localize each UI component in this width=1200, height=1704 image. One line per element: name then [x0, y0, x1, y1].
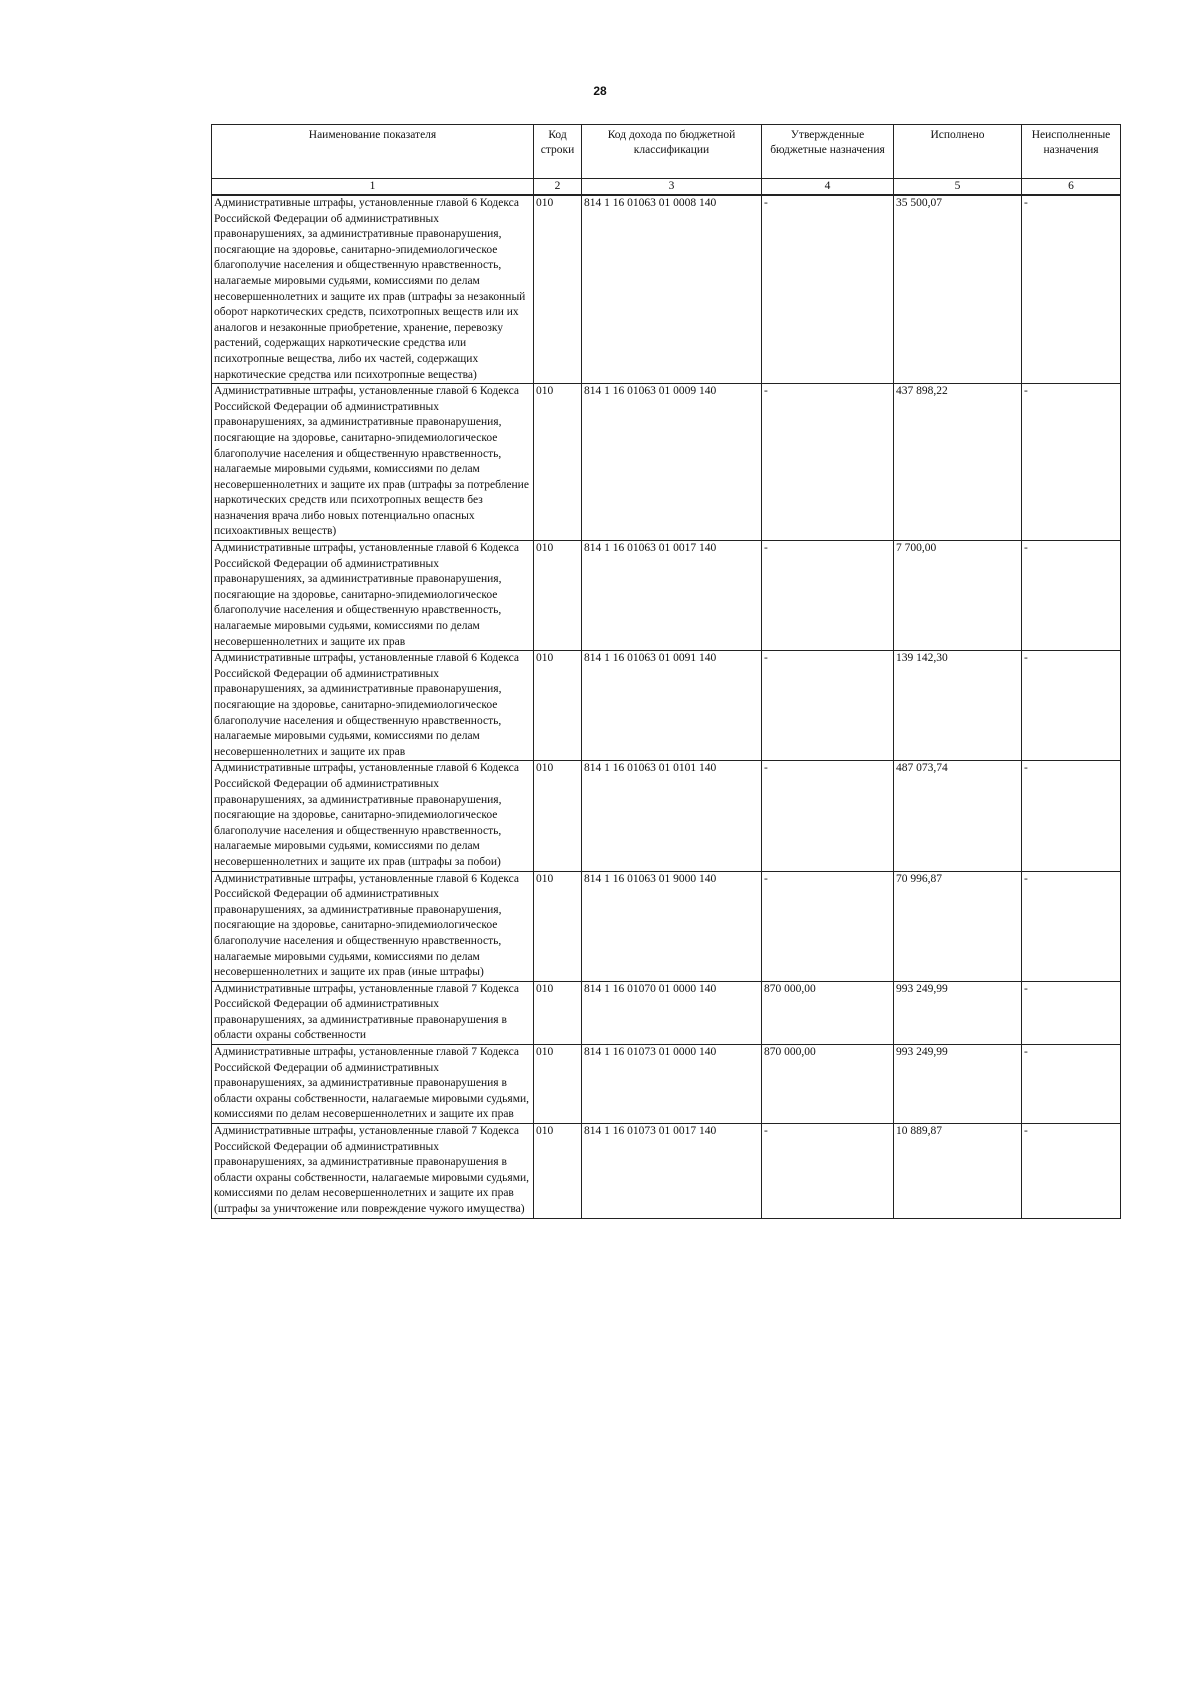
- income-code: 814 1 16 01063 01 9000 140: [582, 871, 762, 981]
- indicator-name: Административные штрафы, установленные главой 6 Кодекса Российской Федерации об административных правонарушениях, за административные правонарушения, посягающие на здоровье, санитарно-эпидемиологическое благополучие населения и общественную нравственность, налагаемые мировыми судьями, комиссиями по делам несовершеннолетних и защите их прав: [212, 541, 534, 651]
- approved-amount: -: [762, 541, 894, 651]
- table-row: [212, 541, 1121, 651]
- approved-amount: -: [762, 384, 894, 541]
- executed-amount: 7 700,00: [894, 541, 1022, 651]
- header-executed: Исполнено: [894, 125, 1022, 179]
- income-code: 814 1 16 01070 01 0000 140: [582, 981, 762, 1044]
- column-number: 5: [894, 179, 1022, 196]
- income-code: 814 1 16 01073 01 0017 140: [582, 1124, 762, 1219]
- income-code: 814 1 16 01063 01 0017 140: [582, 541, 762, 651]
- unexecuted-amount: -: [1022, 195, 1121, 384]
- executed-amount: 70 996,87: [894, 871, 1022, 981]
- executed-amount: 437 898,22: [894, 384, 1022, 541]
- approved-amount: 870 000,00: [762, 981, 894, 1044]
- unexecuted-amount: -: [1022, 761, 1121, 871]
- column-number: 1: [212, 179, 534, 196]
- unexecuted-amount: -: [1022, 981, 1121, 1044]
- approved-amount: -: [762, 1124, 894, 1219]
- column-number: 6: [1022, 179, 1121, 196]
- header-line-code: Код строки: [534, 125, 582, 179]
- indicator-name: Административные штрафы, установленные главой 6 Кодекса Российской Федерации об административных правонарушениях, за административные правонарушения, посягающие на здоровье, санитарно-эпидемиологическое благополучие населения и общественную нравственность, налагаемые мировыми судьями, комиссиями по делам несовершеннолетних и защите их прав (иные штрафы): [212, 871, 534, 981]
- income-code: 814 1 16 01063 01 0091 140: [582, 651, 762, 761]
- unexecuted-amount: -: [1022, 384, 1121, 541]
- header-indicator-name: Наименование показателя: [212, 125, 534, 179]
- page-number: 28: [593, 84, 607, 98]
- approved-amount: -: [762, 871, 894, 981]
- income-code: 814 1 16 01073 01 0000 140: [582, 1045, 762, 1124]
- executed-amount: 993 249,99: [894, 981, 1022, 1044]
- line-code: 010: [534, 651, 582, 761]
- header-income-code: Код дохода по бюджетной классификации: [582, 125, 762, 179]
- unexecuted-amount: -: [1022, 541, 1121, 651]
- indicator-name: Административные штрафы, установленные главой 7 Кодекса Российской Федерации об административных правонарушениях, за административные правонарушения в области охраны собственности, налагаемые мировыми судьями, комиссиями по делам несовершеннолетних и защите их прав: [212, 1045, 534, 1124]
- income-code: 814 1 16 01063 01 0101 140: [582, 761, 762, 871]
- header-approved: Утвержденные бюджетные назначения: [762, 125, 894, 179]
- table-row: [212, 651, 1121, 761]
- approved-amount: -: [762, 761, 894, 871]
- indicator-name: Административные штрафы, установленные главой 6 Кодекса Российской Федерации об административных правонарушениях, за административные правонарушения, посягающие на здоровье, санитарно-эпидемиологическое благополучие населения и общественную нравственность, налагаемые мировыми судьями, комиссиями по делам несовершеннолетних и защите их прав: [212, 651, 534, 761]
- unexecuted-amount: -: [1022, 1124, 1121, 1219]
- table-row: [212, 1045, 1121, 1124]
- line-code: 010: [534, 384, 582, 541]
- line-code: 010: [534, 195, 582, 384]
- approved-amount: -: [762, 651, 894, 761]
- line-code: 010: [534, 1045, 582, 1124]
- table-row: [212, 1124, 1121, 1219]
- indicator-name: Административные штрафы, установленные главой 7 Кодекса Российской Федерации об административных правонарушениях, за административные правонарушения в области охраны собственности: [212, 981, 534, 1044]
- indicator-name: Административные штрафы, установленные главой 7 Кодекса Российской Федерации об административных правонарушениях, за административные правонарушения в области охраны собственности, налагаемые мировыми судьями, комиссиями по делам несовершеннолетних и защите их прав (штрафы за уничтожение или повреждение чужого имущества): [212, 1124, 534, 1219]
- income-code: 814 1 16 01063 01 0008 140: [582, 195, 762, 384]
- approved-amount: 870 000,00: [762, 1045, 894, 1124]
- table-row: [212, 981, 1121, 1044]
- table-row: [212, 384, 1121, 541]
- line-code: 010: [534, 981, 582, 1044]
- column-number: 3: [582, 179, 762, 196]
- executed-amount: 35 500,07: [894, 195, 1022, 384]
- unexecuted-amount: -: [1022, 871, 1121, 981]
- line-code: 010: [534, 1124, 582, 1219]
- header-unexecuted: Неисполненные назначения: [1022, 125, 1121, 179]
- executed-amount: 10 889,87: [894, 1124, 1022, 1219]
- table-row: [212, 761, 1121, 871]
- table-row: [212, 195, 1121, 384]
- budget-report-table: [211, 124, 1121, 1219]
- table-row: [212, 871, 1121, 981]
- line-code: 010: [534, 871, 582, 981]
- executed-amount: 139 142,30: [894, 651, 1022, 761]
- column-number: 4: [762, 179, 894, 196]
- column-number: 2: [534, 179, 582, 196]
- line-code: 010: [534, 541, 582, 651]
- table-header-row: [212, 125, 1121, 179]
- approved-amount: -: [762, 195, 894, 384]
- column-number-row: [212, 179, 1121, 196]
- indicator-name: Административные штрафы, установленные главой 6 Кодекса Российской Федерации об административных правонарушениях, за административные правонарушения, посягающие на здоровье, санитарно-эпидемиологическое благополучие населения и общественную нравственность, налагаемые мировыми судьями, комиссиями по делам несовершеннолетних и защите их прав (штрафы за незаконный оборот наркотических средств, психотропных веществ или их аналогов и незаконные приобретение, хранение, перевозку растений, содержащих наркотические средства или психотропные вещества, либо их частей, содержащих наркотические средства или психотропные вещества): [212, 195, 534, 384]
- line-code: 010: [534, 761, 582, 871]
- indicator-name: Административные штрафы, установленные главой 6 Кодекса Российской Федерации об административных правонарушениях, за административные правонарушения, посягающие на здоровье, санитарно-эпидемиологическое благополучие населения и общественную нравственность, налагаемые мировыми судьями, комиссиями по делам несовершеннолетних и защите их прав (штрафы за потребление наркотических средств или психотропных веществ без назначения врача либо новых потенциально опасных психоактивных веществ): [212, 384, 534, 541]
- executed-amount: 993 249,99: [894, 1045, 1022, 1124]
- unexecuted-amount: -: [1022, 1045, 1121, 1124]
- income-code: 814 1 16 01063 01 0009 140: [582, 384, 762, 541]
- unexecuted-amount: -: [1022, 651, 1121, 761]
- executed-amount: 487 073,74: [894, 761, 1022, 871]
- indicator-name: Административные штрафы, установленные главой 6 Кодекса Российской Федерации об административных правонарушениях, за административные правонарушения, посягающие на здоровье, санитарно-эпидемиологическое благополучие населения и общественную нравственность, налагаемые мировыми судьями, комиссиями по делам несовершеннолетних и защите их прав (штрафы за побои): [212, 761, 534, 871]
